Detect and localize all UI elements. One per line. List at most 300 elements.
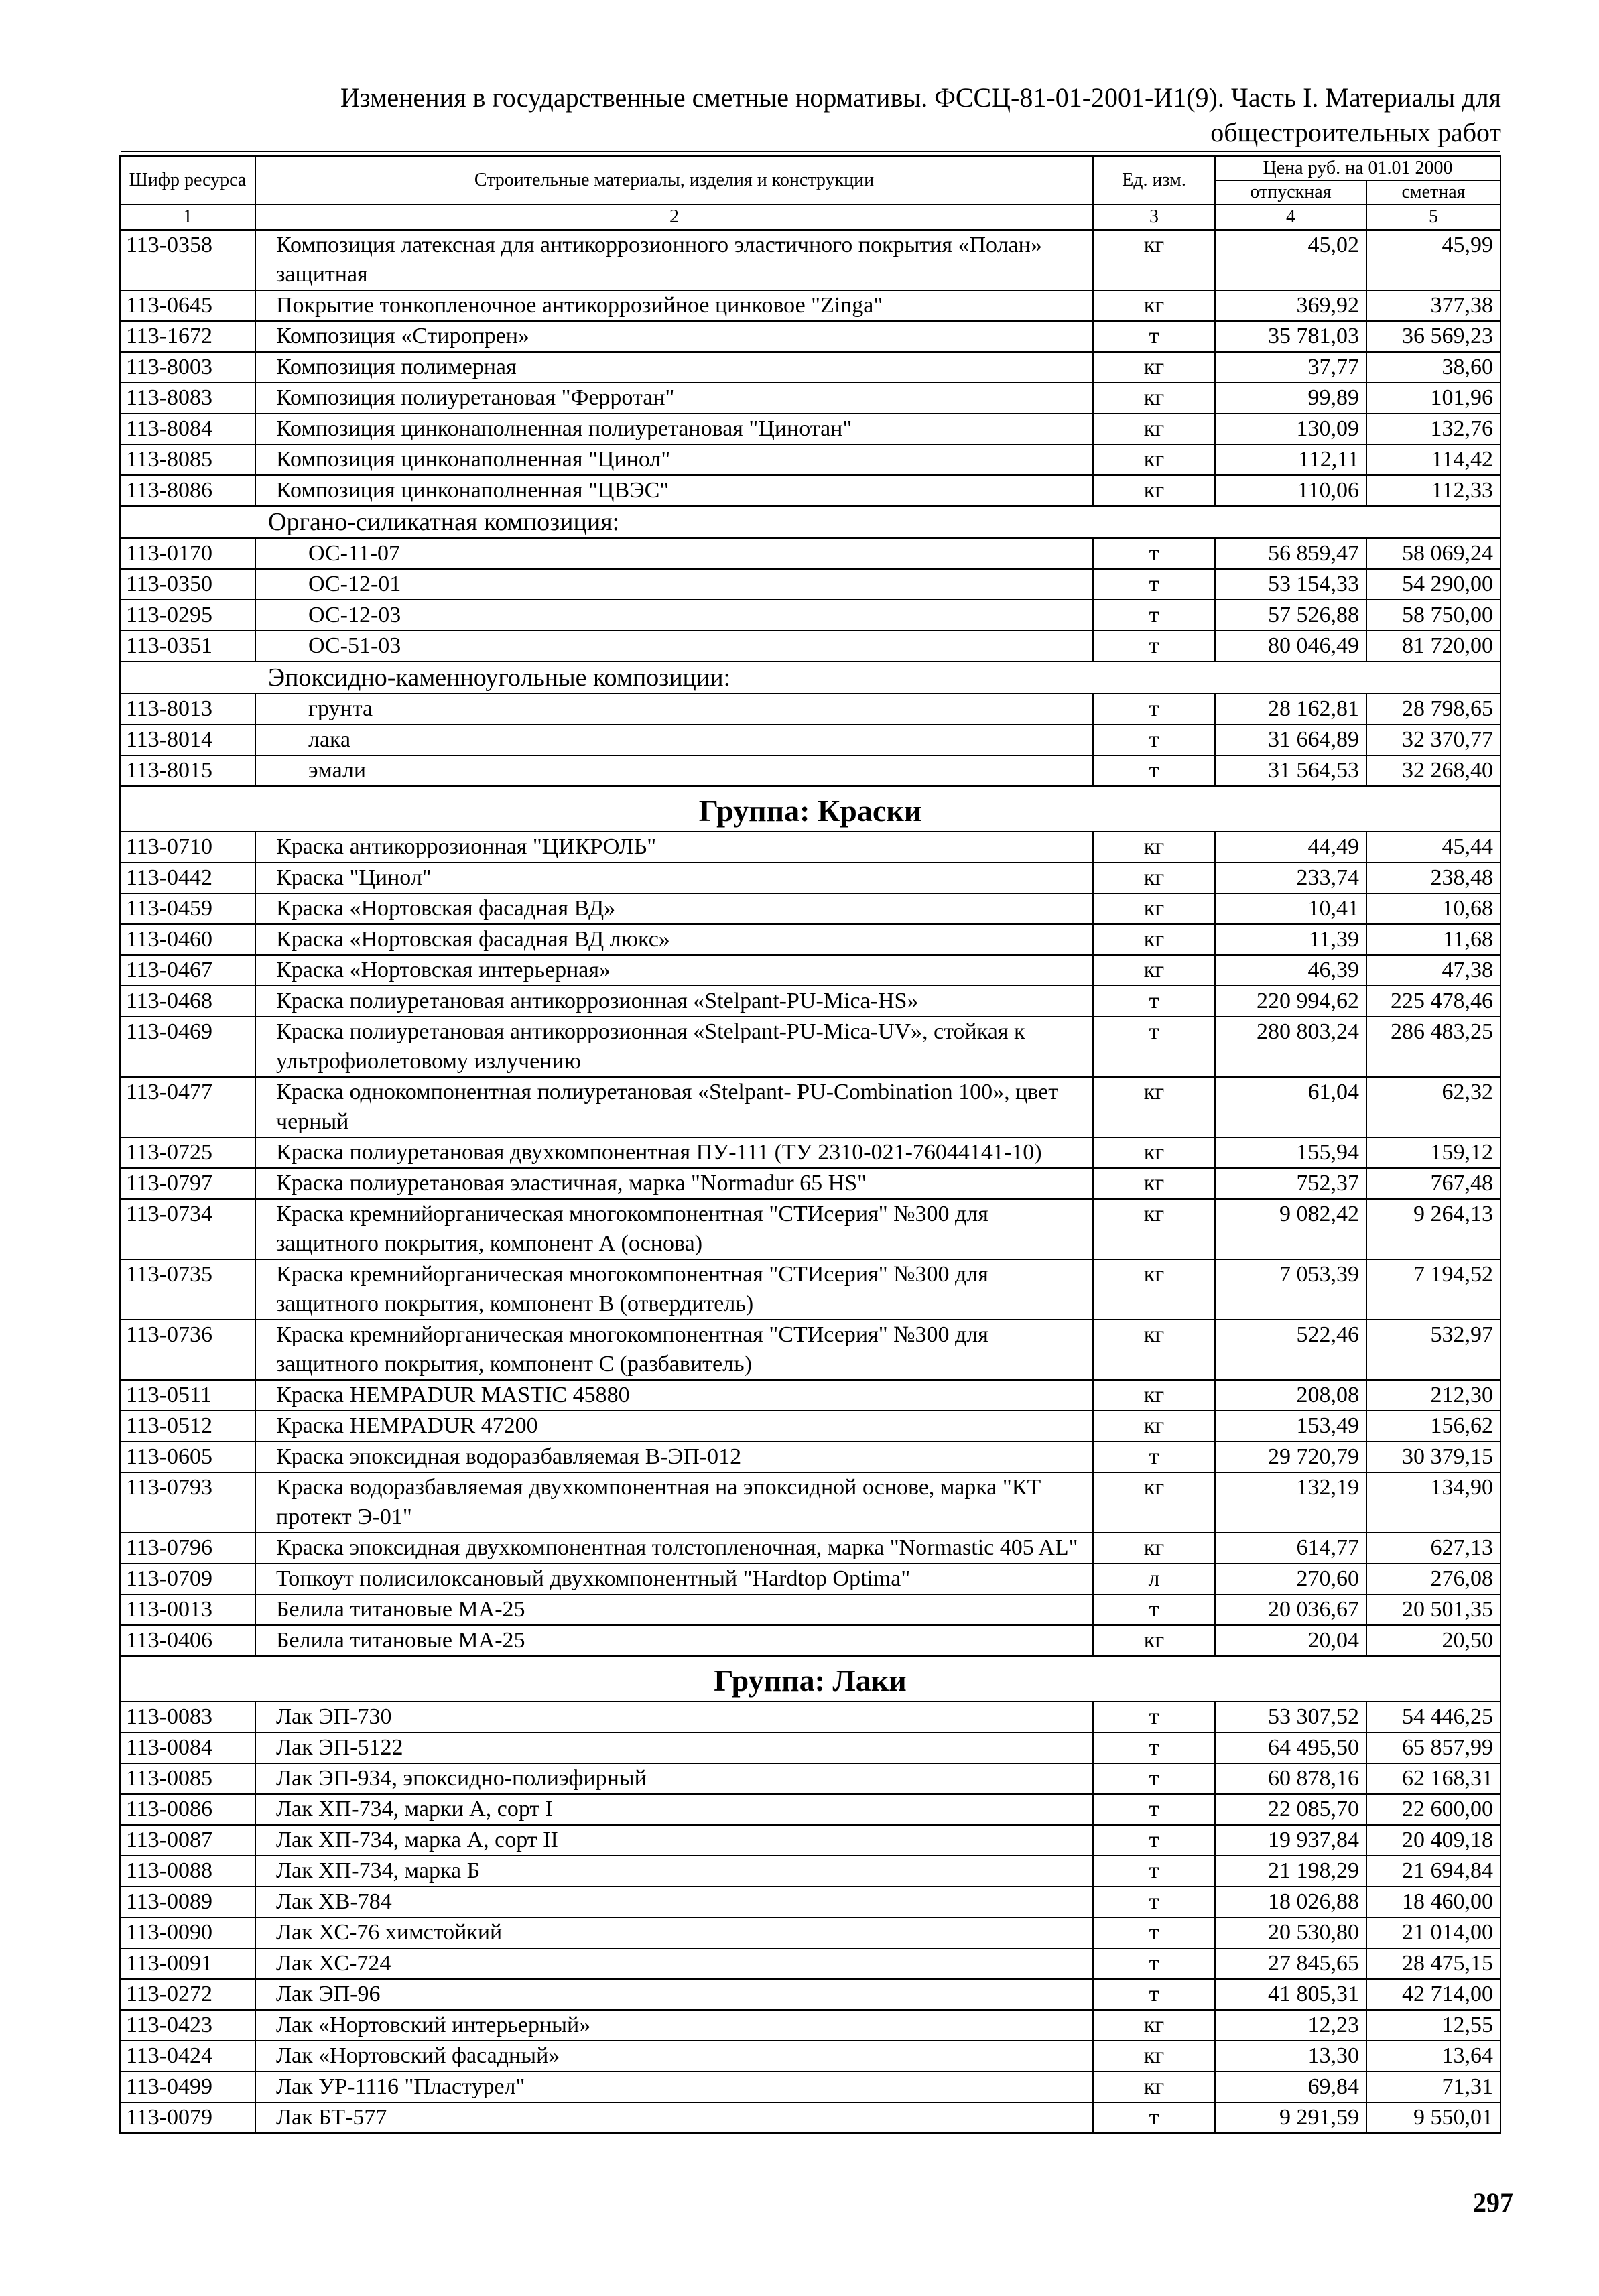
table-row (120, 1732, 1500, 1763)
table-row (120, 1702, 1500, 1732)
resource-code-cell: 113-8013 (120, 694, 255, 724)
estimate-price-cell: 21 694,84 (1366, 1856, 1500, 1887)
material-name-cell: Композиция цинконаполненная "ЦВЭС" (255, 475, 1093, 506)
estimate-price-cell: 10,68 (1366, 893, 1500, 924)
wholesale-price-cell: 9 291,59 (1215, 2102, 1366, 2133)
unit-cell: кг (1093, 863, 1215, 893)
estimate-price-cell: 156,62 (1366, 1411, 1500, 1442)
estimate-price-cell: 54 446,25 (1366, 1702, 1500, 1732)
unit-cell: т (1093, 755, 1215, 786)
wholesale-price-cell: 45,02 (1215, 230, 1366, 290)
unit-cell: т (1093, 1794, 1215, 1825)
material-name-cell: Краска полиуретановая двухкомпонентная ПУ-111 (ТУ 2310-021-76044141-10) (255, 1137, 1093, 1168)
material-name-cell: Краска полиуретановая эластичная, марка "Normadur 65 HS" (255, 1168, 1093, 1199)
resource-code-cell: 113-8086 (120, 475, 255, 506)
resource-code-cell: 113-0406 (120, 1625, 255, 1656)
unit-cell: кг (1093, 1137, 1215, 1168)
unit-cell: т (1093, 1442, 1215, 1472)
material-name-cell: Композиция полимерная (255, 352, 1093, 383)
resource-code-cell: 113-0796 (120, 1533, 255, 1564)
table-row (120, 230, 1500, 290)
unit-cell: т (1093, 724, 1215, 755)
unit-cell: т (1093, 321, 1215, 352)
unit-cell: т (1093, 631, 1215, 661)
material-name-cell: Краска «Нортовская интерьерная» (255, 955, 1093, 986)
unit-cell: кг (1093, 230, 1215, 290)
table-row (120, 1564, 1500, 1594)
resource-code-cell: 113-0477 (120, 1077, 255, 1137)
table-row (120, 1917, 1500, 1948)
material-name-cell: Краска HEMPADUR MASTIC 45880 (255, 1380, 1093, 1411)
wholesale-price-cell: 46,39 (1215, 955, 1366, 986)
estimate-price-cell: 32 268,40 (1366, 755, 1500, 786)
wholesale-price-cell: 208,08 (1215, 1380, 1366, 1411)
material-name-cell: Краска кремнийорганическая многокомпонентная "СТИсерия" №300 для защитного покрытия, компонент А (основа) (255, 1199, 1093, 1259)
unit-cell: т (1093, 1763, 1215, 1794)
wholesale-price-cell: 37,77 (1215, 352, 1366, 383)
resource-code-cell: 113-0085 (120, 1763, 255, 1794)
column-header-unit: Ед. изм. (1093, 156, 1215, 204)
unit-cell: т (1093, 1594, 1215, 1625)
unit-cell: кг (1093, 352, 1215, 383)
resource-code-cell: 113-0350 (120, 569, 255, 600)
estimate-price-cell: 42 714,00 (1366, 1979, 1500, 2010)
unit-cell: кг (1093, 1380, 1215, 1411)
material-name-cell: Лак ХС-76 химстойкий (255, 1917, 1093, 1948)
wholesale-price-cell: 41 805,31 (1215, 1979, 1366, 2010)
wholesale-price-cell: 19 937,84 (1215, 1825, 1366, 1856)
wholesale-price-cell: 153,49 (1215, 1411, 1366, 1442)
unit-cell: кг (1093, 2041, 1215, 2071)
unit-cell: т (1093, 2102, 1215, 2133)
material-name-cell: Лак ЭП-96 (255, 1979, 1093, 2010)
resource-code-cell: 113-0170 (120, 538, 255, 569)
estimate-price-cell: 532,97 (1366, 1320, 1500, 1380)
material-name-cell: Лак ЭП-5122 (255, 1732, 1093, 1763)
estimate-price-cell: 11,68 (1366, 924, 1500, 955)
table-row (120, 755, 1500, 786)
resource-code-cell: 113-0710 (120, 832, 255, 863)
estimate-price-cell: 22 600,00 (1366, 1794, 1500, 1825)
wholesale-price-cell: 12,23 (1215, 2010, 1366, 2041)
resource-code-cell: 113-8083 (120, 383, 255, 413)
table-row (120, 924, 1500, 955)
wholesale-price-cell: 9 082,42 (1215, 1199, 1366, 1259)
table-row (120, 352, 1500, 383)
column-header-code: Шифр ресурса (120, 156, 255, 204)
material-name-cell: грунта (255, 694, 1093, 724)
wholesale-price-cell: 132,19 (1215, 1472, 1366, 1533)
table-row (120, 290, 1500, 321)
table-row (120, 832, 1500, 863)
estimate-price-cell: 20,50 (1366, 1625, 1500, 1656)
group-heading-row (120, 786, 1500, 832)
unit-cell: кг (1093, 2071, 1215, 2102)
unit-cell: кг (1093, 893, 1215, 924)
resource-code-cell: 113-8084 (120, 413, 255, 444)
unit-cell: т (1093, 1948, 1215, 1979)
wholesale-price-cell: 18 026,88 (1215, 1887, 1366, 1917)
estimate-price-cell: 32 370,77 (1366, 724, 1500, 755)
estimate-price-cell: 62,32 (1366, 1077, 1500, 1137)
estimate-price-cell: 134,90 (1366, 1472, 1500, 1533)
estimate-price-cell: 13,64 (1366, 2041, 1500, 2071)
section-heading: Эпоксидно-каменноугольные композиции: (120, 661, 1500, 694)
table-row (120, 1794, 1500, 1825)
resource-code-cell: 113-0013 (120, 1594, 255, 1625)
resource-code-cell: 113-0351 (120, 631, 255, 661)
resource-code-cell: 113-0645 (120, 290, 255, 321)
table-row (120, 1856, 1500, 1887)
wholesale-price-cell: 31 664,89 (1215, 724, 1366, 755)
table-row (120, 1625, 1500, 1656)
estimate-price-cell: 20 409,18 (1366, 1825, 1500, 1856)
resource-code-cell: 113-0709 (120, 1564, 255, 1594)
estimate-price-cell: 47,38 (1366, 955, 1500, 986)
resource-code-cell: 113-0087 (120, 1825, 255, 1856)
resource-code-cell: 113-0459 (120, 893, 255, 924)
material-name-cell: Покрытие тонкопленочное антикоррозийное цинковое "Zinga" (255, 290, 1093, 321)
material-name-cell: Краска однокомпонентная полиуретановая «Stelpant- PU-Combination 100», цвет черный (255, 1077, 1093, 1137)
column-number: 2 (255, 204, 1093, 230)
estimate-price-cell: 767,48 (1366, 1168, 1500, 1199)
unit-cell: кг (1093, 1168, 1215, 1199)
unit-cell: т (1093, 600, 1215, 631)
header-title-line-2: общестроительных работ (1210, 117, 1501, 147)
estimate-price-cell: 54 290,00 (1366, 569, 1500, 600)
table-row (120, 444, 1500, 475)
material-name-cell: Лак ХП-734, марки А, сорт I (255, 1794, 1093, 1825)
table-row (120, 631, 1500, 661)
table-row (120, 1017, 1500, 1077)
material-name-cell: Лак «Нортовский интерьерный» (255, 2010, 1093, 2041)
header-divider (121, 151, 1500, 152)
wholesale-price-cell: 112,11 (1215, 444, 1366, 475)
wholesale-price-cell: 233,74 (1215, 863, 1366, 893)
wholesale-price-cell: 99,89 (1215, 383, 1366, 413)
table-row (120, 1442, 1500, 1472)
table-row (120, 1168, 1500, 1199)
material-name-cell: Белила титановые МА-25 (255, 1625, 1093, 1656)
table-row (120, 538, 1500, 569)
table-row (120, 1411, 1500, 1442)
table-row (120, 986, 1500, 1017)
material-name-cell: Краска «Нортовская фасадная ВД» (255, 893, 1093, 924)
group-heading-row (120, 1656, 1500, 1702)
resource-code-cell: 113-0088 (120, 1856, 255, 1887)
material-name-cell: Краска полиуретановая антикоррозионная «Stelpant-PU-Mica-UV», стойкая к ультрофиолетовому излучению (255, 1017, 1093, 1077)
estimate-price-cell: 7 194,52 (1366, 1259, 1500, 1320)
table-row (120, 1320, 1500, 1380)
estimate-price-cell: 36 569,23 (1366, 321, 1500, 352)
wholesale-price-cell: 56 859,47 (1215, 538, 1366, 569)
material-name-cell: Краска эпоксидная двухкомпонентная толстопленочная, марка "Normastic 405 AL" (255, 1533, 1093, 1564)
estimate-price-cell: 114,42 (1366, 444, 1500, 475)
resource-code-cell: 113-1672 (120, 321, 255, 352)
resource-code-cell: 113-0468 (120, 986, 255, 1017)
table-row (120, 1472, 1500, 1533)
wholesale-price-cell: 29 720,79 (1215, 1442, 1366, 1472)
unit-cell: кг (1093, 832, 1215, 863)
unit-cell: т (1093, 1732, 1215, 1763)
wholesale-price-cell: 270,60 (1215, 1564, 1366, 1594)
table-row (120, 893, 1500, 924)
wholesale-price-cell: 13,30 (1215, 2041, 1366, 2071)
unit-cell: т (1093, 569, 1215, 600)
unit-cell: т (1093, 1825, 1215, 1856)
estimate-price-cell: 28 475,15 (1366, 1948, 1500, 1979)
resource-code-cell: 113-0460 (120, 924, 255, 955)
unit-cell: кг (1093, 413, 1215, 444)
table-row (120, 1887, 1500, 1917)
estimate-price-cell: 45,44 (1366, 832, 1500, 863)
wholesale-price-cell: 27 845,65 (1215, 1948, 1366, 1979)
material-name-cell: Краска полиуретановая антикоррозионная «Stelpant-PU-Mica-HS» (255, 986, 1093, 1017)
material-name-cell: Лак ЭП-730 (255, 1702, 1093, 1732)
unit-cell: кг (1093, 955, 1215, 986)
material-name-cell: Краска HEMPADUR 47200 (255, 1411, 1093, 1442)
column-number: 1 (120, 204, 255, 230)
estimate-price-cell: 62 168,31 (1366, 1763, 1500, 1794)
estimate-price-cell: 159,12 (1366, 1137, 1500, 1168)
estimate-price-cell: 58 069,24 (1366, 538, 1500, 569)
material-name-cell: Лак ХС-724 (255, 1948, 1093, 1979)
resource-code-cell: 113-0725 (120, 1137, 255, 1168)
unit-cell: кг (1093, 1077, 1215, 1137)
table-row (120, 724, 1500, 755)
resource-code-cell: 113-0499 (120, 2071, 255, 2102)
section-heading-row (120, 506, 1500, 538)
material-name-cell: Краска «Нортовская фасадная ВД люкс» (255, 924, 1093, 955)
material-name-cell: Топкоут полисилоксановый двухкомпонентный "Hardtop Optima" (255, 1564, 1093, 1594)
estimate-price-cell: 132,76 (1366, 413, 1500, 444)
wholesale-price-cell: 7 053,39 (1215, 1259, 1366, 1320)
table-row (120, 1199, 1500, 1259)
resource-code-cell: 113-0090 (120, 1917, 255, 1948)
unit-cell: т (1093, 1917, 1215, 1948)
table-row (120, 600, 1500, 631)
estimate-price-cell: 112,33 (1366, 475, 1500, 506)
wholesale-price-cell: 22 085,70 (1215, 1794, 1366, 1825)
section-heading-row (120, 661, 1500, 694)
column-number-row (120, 204, 1500, 230)
resource-code-cell: 113-0086 (120, 1794, 255, 1825)
material-name-cell: Краска кремнийорганическая многокомпонентная "СТИсерия" №300 для защитного покрытия, компонент С (разбавитель) (255, 1320, 1093, 1380)
estimate-price-cell: 18 460,00 (1366, 1887, 1500, 1917)
unit-cell: л (1093, 1564, 1215, 1594)
table-row (120, 2102, 1500, 2133)
material-name-cell: Композиция «Стиропрен» (255, 321, 1093, 352)
table-header-row (120, 156, 1500, 180)
unit-cell: кг (1093, 1199, 1215, 1259)
wholesale-price-cell: 60 878,16 (1215, 1763, 1366, 1794)
estimate-price-cell: 101,96 (1366, 383, 1500, 413)
wholesale-price-cell: 80 046,49 (1215, 631, 1366, 661)
wholesale-price-cell: 20 530,80 (1215, 1917, 1366, 1948)
table-row (120, 321, 1500, 352)
wholesale-price-cell: 110,06 (1215, 475, 1366, 506)
material-name-cell: Лак ХВ-784 (255, 1887, 1093, 1917)
wholesale-price-cell: 44,49 (1215, 832, 1366, 863)
column-header-price-estimate: сметная (1366, 180, 1500, 204)
material-name-cell: Лак ЭП-934, эпоксидно-полиэфирный (255, 1763, 1093, 1794)
material-name-cell: Краска водоразбавляемая двухкомпонентная на эпоксидной основе, марка "КТ протект Э-01" (255, 1472, 1093, 1533)
column-header-price: Цена руб. на 01.01 2000 (1215, 156, 1500, 180)
resource-code-cell: 113-0083 (120, 1702, 255, 1732)
material-name-cell: ОС-51-03 (255, 631, 1093, 661)
price-table (119, 155, 1501, 2134)
resource-code-cell: 113-8014 (120, 724, 255, 755)
unit-cell: т (1093, 538, 1215, 569)
material-name-cell: Краска антикоррозионная "ЦИКРОЛЬ" (255, 832, 1093, 863)
unit-cell: т (1093, 1887, 1215, 1917)
wholesale-price-cell: 64 495,50 (1215, 1732, 1366, 1763)
table-row (120, 1380, 1500, 1411)
material-name-cell: Лак БТ-577 (255, 2102, 1093, 2133)
document-header (121, 80, 1501, 150)
estimate-price-cell: 20 501,35 (1366, 1594, 1500, 1625)
wholesale-price-cell: 53 307,52 (1215, 1702, 1366, 1732)
wholesale-price-cell: 21 198,29 (1215, 1856, 1366, 1887)
table-row (120, 2071, 1500, 2102)
unit-cell: т (1093, 694, 1215, 724)
material-name-cell: эмали (255, 755, 1093, 786)
table-row (120, 2010, 1500, 2041)
wholesale-price-cell: 369,92 (1215, 290, 1366, 321)
estimate-price-cell: 58 750,00 (1366, 600, 1500, 631)
wholesale-price-cell: 53 154,33 (1215, 569, 1366, 600)
wholesale-price-cell: 35 781,03 (1215, 321, 1366, 352)
table-row (120, 413, 1500, 444)
table-row (120, 694, 1500, 724)
resource-code-cell: 113-0089 (120, 1887, 255, 1917)
wholesale-price-cell: 20 036,67 (1215, 1594, 1366, 1625)
column-header-price-wholesale: отпускная (1215, 180, 1366, 204)
resource-code-cell: 113-0793 (120, 1472, 255, 1533)
wholesale-price-cell: 130,09 (1215, 413, 1366, 444)
wholesale-price-cell: 155,94 (1215, 1137, 1366, 1168)
table-row (120, 1594, 1500, 1625)
estimate-price-cell: 28 798,65 (1366, 694, 1500, 724)
unit-cell: т (1093, 1702, 1215, 1732)
unit-cell: кг (1093, 2010, 1215, 2041)
resource-code-cell: 113-8015 (120, 755, 255, 786)
material-name-cell: ОС-12-03 (255, 600, 1093, 631)
resource-code-cell: 113-0424 (120, 2041, 255, 2071)
wholesale-price-cell: 31 564,53 (1215, 755, 1366, 786)
material-name-cell: лака (255, 724, 1093, 755)
table-row (120, 475, 1500, 506)
wholesale-price-cell: 280 803,24 (1215, 1017, 1366, 1077)
resource-code-cell: 113-0511 (120, 1380, 255, 1411)
unit-cell: кг (1093, 1472, 1215, 1533)
resource-code-cell: 113-0295 (120, 600, 255, 631)
wholesale-price-cell: 220 994,62 (1215, 986, 1366, 1017)
table-row (120, 1077, 1500, 1137)
resource-code-cell: 113-0512 (120, 1411, 255, 1442)
estimate-price-cell: 30 379,15 (1366, 1442, 1500, 1472)
table-row (120, 383, 1500, 413)
page-number: 297 (1473, 2187, 1513, 2218)
table-row (120, 1259, 1500, 1320)
unit-cell: кг (1093, 924, 1215, 955)
material-name-cell: Краска кремнийорганическая многокомпонентная "СТИсерия" №300 для защитного покрытия, компонент В (отвердитель) (255, 1259, 1093, 1320)
resource-code-cell: 113-0358 (120, 230, 255, 290)
table-row (120, 1825, 1500, 1856)
unit-cell: кг (1093, 475, 1215, 506)
table-row (120, 1948, 1500, 1979)
group-heading: Группа: Краски (120, 786, 1500, 832)
resource-code-cell: 113-0469 (120, 1017, 255, 1077)
material-name-cell: Композиция цинконаполненная "Цинол" (255, 444, 1093, 475)
wholesale-price-cell: 522,46 (1215, 1320, 1366, 1380)
wholesale-price-cell: 10,41 (1215, 893, 1366, 924)
material-name-cell: Композиция латексная для антикоррозионного эластичного покрытия «Полан» защитная (255, 230, 1093, 290)
material-name-cell: Краска "Цинол" (255, 863, 1093, 893)
resource-code-cell: 113-0423 (120, 2010, 255, 2041)
estimate-price-cell: 81 720,00 (1366, 631, 1500, 661)
column-header-name: Строительные материалы, изделия и конструкции (255, 156, 1093, 204)
resource-code-cell: 113-0797 (120, 1168, 255, 1199)
material-name-cell: Композиция полиуретановая "Ферротан" (255, 383, 1093, 413)
unit-cell: т (1093, 1979, 1215, 2010)
table-row (120, 1533, 1500, 1564)
resource-code-cell: 113-0091 (120, 1948, 255, 1979)
wholesale-price-cell: 11,39 (1215, 924, 1366, 955)
column-number: 5 (1366, 204, 1500, 230)
resource-code-cell: 113-0084 (120, 1732, 255, 1763)
unit-cell: кг (1093, 383, 1215, 413)
wholesale-price-cell: 20,04 (1215, 1625, 1366, 1656)
estimate-price-cell: 65 857,99 (1366, 1732, 1500, 1763)
wholesale-price-cell: 28 162,81 (1215, 694, 1366, 724)
table-row (120, 955, 1500, 986)
estimate-price-cell: 38,60 (1366, 352, 1500, 383)
wholesale-price-cell: 61,04 (1215, 1077, 1366, 1137)
estimate-price-cell: 9 550,01 (1366, 2102, 1500, 2133)
resource-code-cell: 113-0735 (120, 1259, 255, 1320)
table-body (120, 230, 1500, 2133)
table-row (120, 1979, 1500, 2010)
unit-cell: кг (1093, 1533, 1215, 1564)
material-name-cell: Лак УР-1116 "Пластурел" (255, 2071, 1093, 2102)
material-name-cell: Краска эпоксидная водоразбавляемая В-ЭП-012 (255, 1442, 1093, 1472)
resource-code-cell: 113-8003 (120, 352, 255, 383)
resource-code-cell: 113-0442 (120, 863, 255, 893)
estimate-price-cell: 71,31 (1366, 2071, 1500, 2102)
estimate-price-cell: 12,55 (1366, 2010, 1500, 2041)
column-number: 3 (1093, 204, 1215, 230)
table-row (120, 863, 1500, 893)
unit-cell: кг (1093, 1259, 1215, 1320)
material-name-cell: Лак «Нортовский фасадный» (255, 2041, 1093, 2071)
material-name-cell: Композиция цинконаполненная полиуретановая "Цинотан" (255, 413, 1093, 444)
material-name-cell: Лак ХП-734, марка Б (255, 1856, 1093, 1887)
wholesale-price-cell: 57 526,88 (1215, 600, 1366, 631)
material-name-cell: ОС-11-07 (255, 538, 1093, 569)
wholesale-price-cell: 69,84 (1215, 2071, 1366, 2102)
estimate-price-cell: 21 014,00 (1366, 1917, 1500, 1948)
estimate-price-cell: 286 483,25 (1366, 1017, 1500, 1077)
group-heading: Группа: Лаки (120, 1656, 1500, 1702)
estimate-price-cell: 9 264,13 (1366, 1199, 1500, 1259)
resource-code-cell: 113-0736 (120, 1320, 255, 1380)
estimate-price-cell: 45,99 (1366, 230, 1500, 290)
unit-cell: кг (1093, 290, 1215, 321)
resource-code-cell: 113-0272 (120, 1979, 255, 2010)
estimate-price-cell: 276,08 (1366, 1564, 1500, 1594)
estimate-price-cell: 238,48 (1366, 863, 1500, 893)
